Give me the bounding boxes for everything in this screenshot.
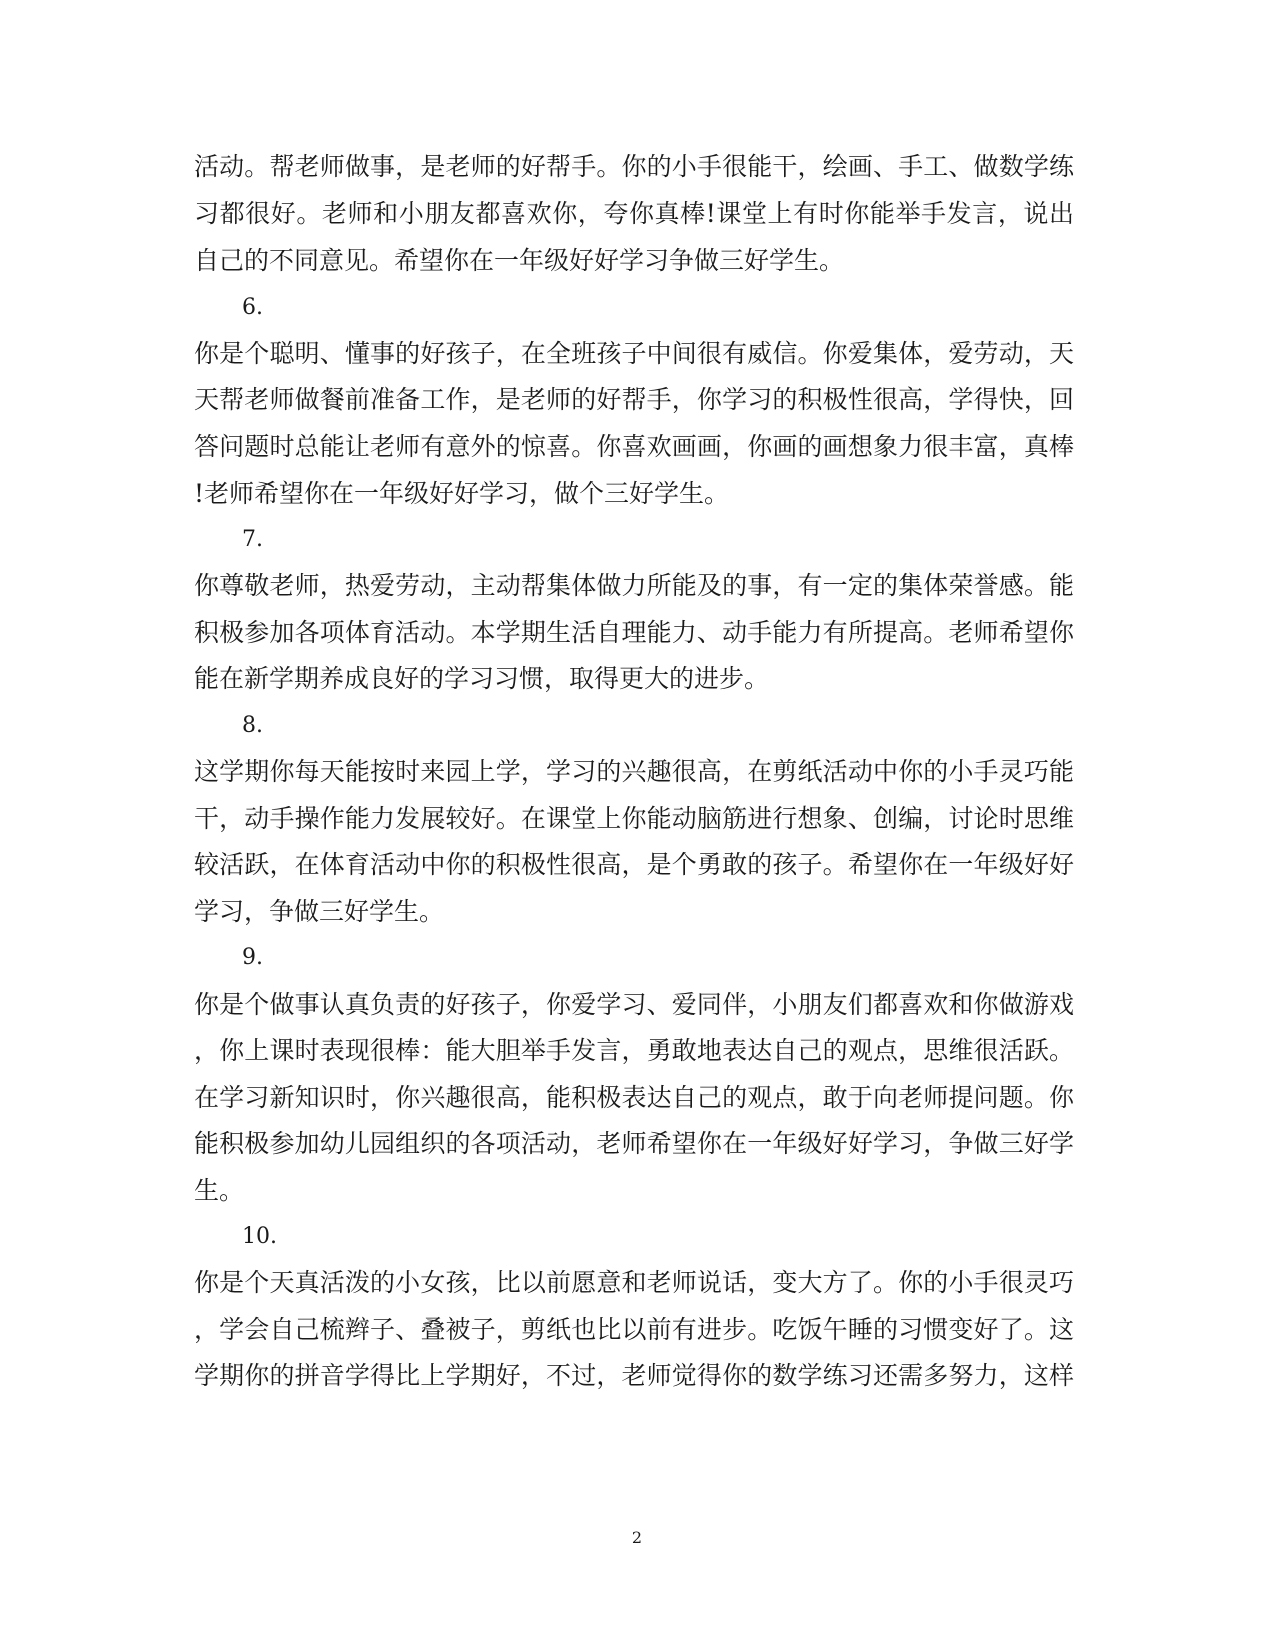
- item-number: 8.: [242, 713, 263, 738]
- text-line: 天帮老师做餐前准备工作，是老师的好帮手，你学习的积极性很高，学得快，回: [194, 385, 1074, 414]
- text-line: 活动。帮老师做事，是老师的好帮手。你的小手很能干，绘画、手工、做数学练: [194, 152, 1074, 181]
- text-line: 能在新学期养成良好的学习习惯，取得更大的进步。: [194, 664, 770, 693]
- text-line: 自己的不同意见。希望你在一年级好好学习争做三好学生。: [194, 246, 845, 275]
- text-line: 积极参加各项体育活动。本学期生活自理能力、动手能力有所提高。老师希望你: [194, 618, 1074, 647]
- text-line: 你尊敬老师，热爱劳动，主动帮集体做力所能及的事，有一定的集体荣誉感。能: [194, 571, 1074, 600]
- text-line: !老师希望你在一年级好好学习，做个三好学生。: [194, 479, 730, 508]
- text-line: 习都很好。老师和小朋友都喜欢你，夸你真棒!课堂上有时你能举手发言，说出: [194, 199, 1074, 228]
- text-line: 这学期你每天能按时来园上学，学习的兴趣很高，在剪纸活动中你的小手灵巧能: [194, 757, 1074, 786]
- text-line: 能积极参加幼儿园组织的各项活动，老师希望你在一年级好好学习，争做三好学: [194, 1129, 1074, 1158]
- text-line: 较活跃，在体育活动中你的积极性很高，是个勇敢的孩子。希望你在一年级好好: [194, 850, 1074, 879]
- text-line: 干，动手操作能力发展较好。在课堂上你能动脑筋进行想象、创编，讨论时思维: [194, 804, 1074, 833]
- text-line: 生。: [194, 1176, 245, 1205]
- item-number: 10.: [242, 1224, 277, 1249]
- text-line: 答问题时总能让老师有意外的惊喜。你喜欢画画，你画的画想象力很丰富，真棒: [194, 432, 1074, 461]
- item-number: 6.: [242, 295, 263, 320]
- text-line: ，学会自己梳辫子、叠被子，剪纸也比以前有进步。吃饭午睡的习惯变好了。这: [194, 1315, 1074, 1344]
- text-line: 学期你的拼音学得比上学期好，不过，老师觉得你的数学练习还需多努力，这样: [194, 1361, 1074, 1390]
- text-line: 学习，争做三好学生。: [194, 897, 445, 926]
- text-line: 你是个天真活泼的小女孩，比以前愿意和老师说话，变大方了。你的小手很灵巧: [194, 1268, 1074, 1297]
- text-line: ，你上课时表现很棒：能大胆举手发言，勇敢地表达自己的观点，思维很活跃。: [194, 1036, 1074, 1065]
- text-line: 你是个聪明、懂事的好孩子，在全班孩子中间很有威信。你爱集体，爱劳动，天: [194, 339, 1074, 368]
- item-number: 7.: [242, 527, 263, 552]
- item-number: 9.: [242, 945, 263, 970]
- text-line: 在学习新知识时，你兴趣很高，能积极表达自己的观点，敢于向老师提问题。你: [194, 1083, 1074, 1112]
- text-line: 你是个做事认真负责的好孩子，你爱学习、爱同伴，小朋友们都喜欢和你做游戏: [194, 990, 1074, 1019]
- page-number: 2: [631, 1528, 643, 1547]
